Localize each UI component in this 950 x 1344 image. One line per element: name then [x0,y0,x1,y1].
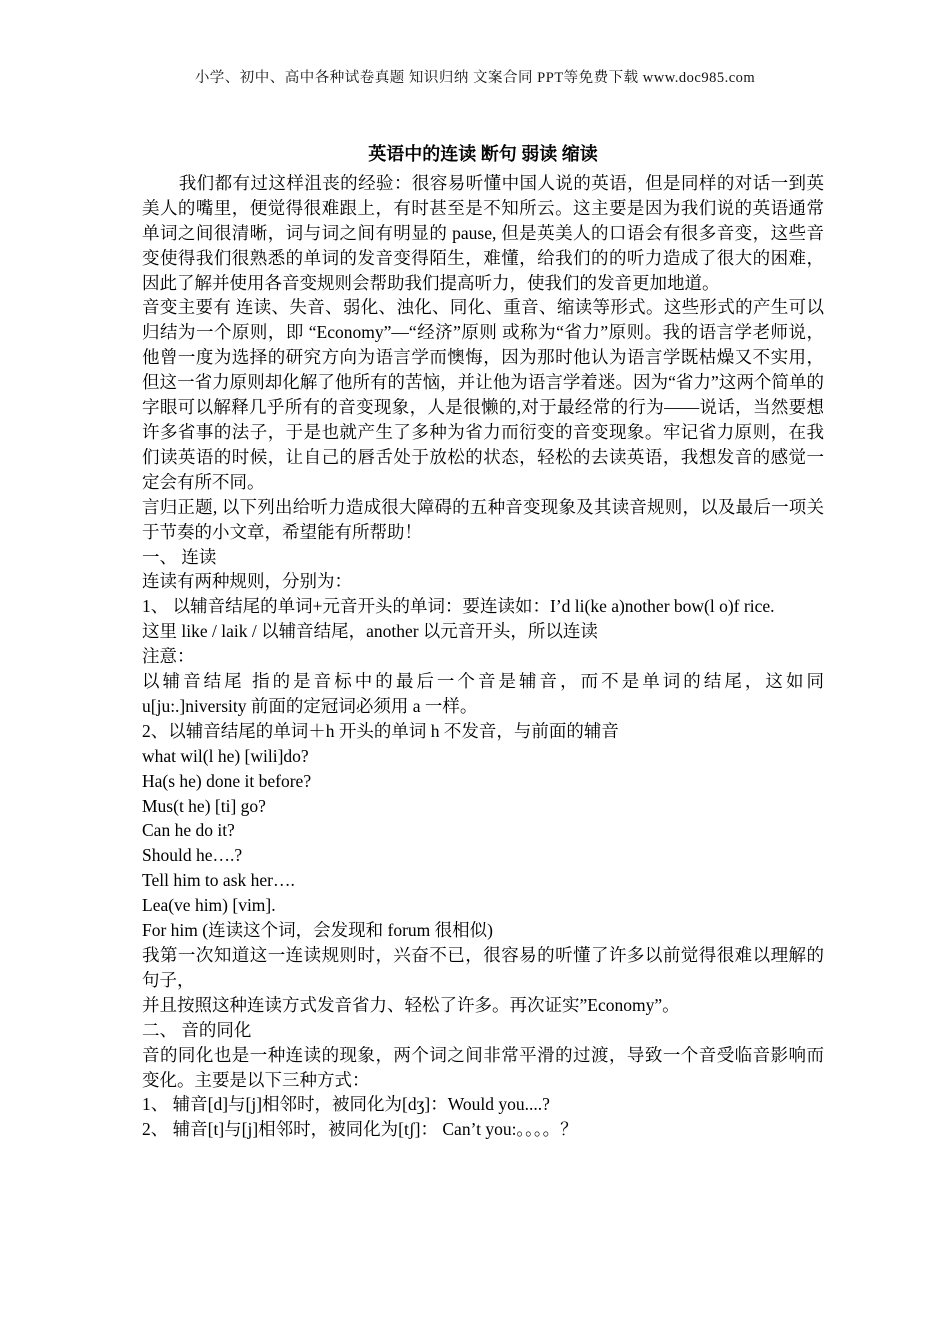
text-line: 二、 音的同化 [142,1019,252,1040]
document-content [142,142,824,1142]
text-line: 我第一次知道这一连读规则时，兴奋不已，很容易的听懂了许多以前觉得很难以理解的句子， [142,945,824,990]
text-line: 2、 辅音[t]与[j]相邻时，被同化为[tʃ]： Can’t you:。。。。？ [142,1119,578,1140]
text-line: Mus(t he) [ti] go? [142,795,266,816]
text-line: 这里 like / laik / 以辅音结尾，another 以元音开头，所以连读 [142,621,598,642]
text-line: Can he do it? [142,820,235,841]
text-line: 音变主要有 连读、失音、弱化、浊化、同化、重音、缩读等形式。这些形式的产生可以归结为一个原则，即 “Economy”—“经济”原则 或称为“省力”原则。我的语言学老师说，他曾一度为选择的研究方向为语言学而懊悔，因为那时他认为语言学既枯燥又不实用，但这一省力原则却化解了他所有的苦恼，并让他为语言学着迷。因为“省力”这两个简单的字眼可以解释几乎所有的音变现象，人是很懒的,对于最经常的行为——说话，当然要想许多省事的法子，于是也就产生了多种为省力而衍变的音变现象。牢记省力原则，在我们读英语的时候，让自己的唇舌处于放松的状态，轻松的去读英语，我想发音的感觉一定会有所不同。 [142,297,824,492]
text-line: 言归正题, 以下列出给听力造成很大障碍的五种音变现象及其读音规则，以及最后一项关于节奏的小文章，希望能有所帮助！ [142,496,824,542]
text-line: 连读有两种规则，分别为： [142,571,352,592]
text-line: 1、 辅音[d]与[j]相邻时，被同化为[dʒ]：Would you....? [142,1094,550,1115]
text-line: 音的同化也是一种连读的现象，两个词之间非常平滑的过渡，导致一个音受临音影响而变化。主要是以下三种方式： [142,1044,824,1090]
text-line: 以辅音结尾 指的是音标中的最后一个音是辅音，而不是单词的结尾，这如同 u[ju:.]niversity 前面的定冠词必须用 a 一样。 [142,671,824,716]
document-body [142,171,824,1142]
text-line: Ha(s he) done it before? [142,770,312,791]
page-header: 小学、初中、高中各种试卷真题 知识归纳 文案合同 PPT等免费下载 www.doc985.com [194,70,756,86]
text-line: 2、以辅音结尾的单词＋h 开头的单词 h 不发音，与前面的辅音 [142,720,619,741]
document-title: 英语中的连读 断句 弱读 缩读 [368,144,598,164]
text-line: what wil(l he) [wili]do? [142,745,309,766]
text-line: Should he….? [142,845,243,866]
text-line: For him (连读这个词，会发现和 forum 很相似) [142,920,493,941]
text-line: 1、 以辅音结尾的单词+元音开头的单词：要连读如：I’d li(ke a)nother bow(l o)f rice. [142,596,775,617]
text-line: 我们都有过这样沮丧的经验：很容易听懂中国人说的英语，但是同样的对话一到英美人的嘴里，便觉得很难跟上，有时甚至是不知所云。这主要是因为我们说的英语通常单词之间很清晰，词与词之间有明显的 pause, 但是英美人的口语会有很多音变，这些音变使得我们很熟悉的单词的发音变得陌生，难懂，给我们的的听力造成了很大的困难，因此了解并使用各音变规则会帮助我们提高听力，使我们的发音更加地道。 [142,172,824,293]
text-line: 一、 连读 [142,546,217,567]
text-line: 并且按照这种连读方式发音省力、轻松了许多。再次证实”Economy”。 [142,994,680,1015]
text-line: 注意： [142,646,195,667]
text-line: Tell him to ask her…. [142,870,295,891]
text-line: Lea(ve him) [vim]. [142,895,276,916]
